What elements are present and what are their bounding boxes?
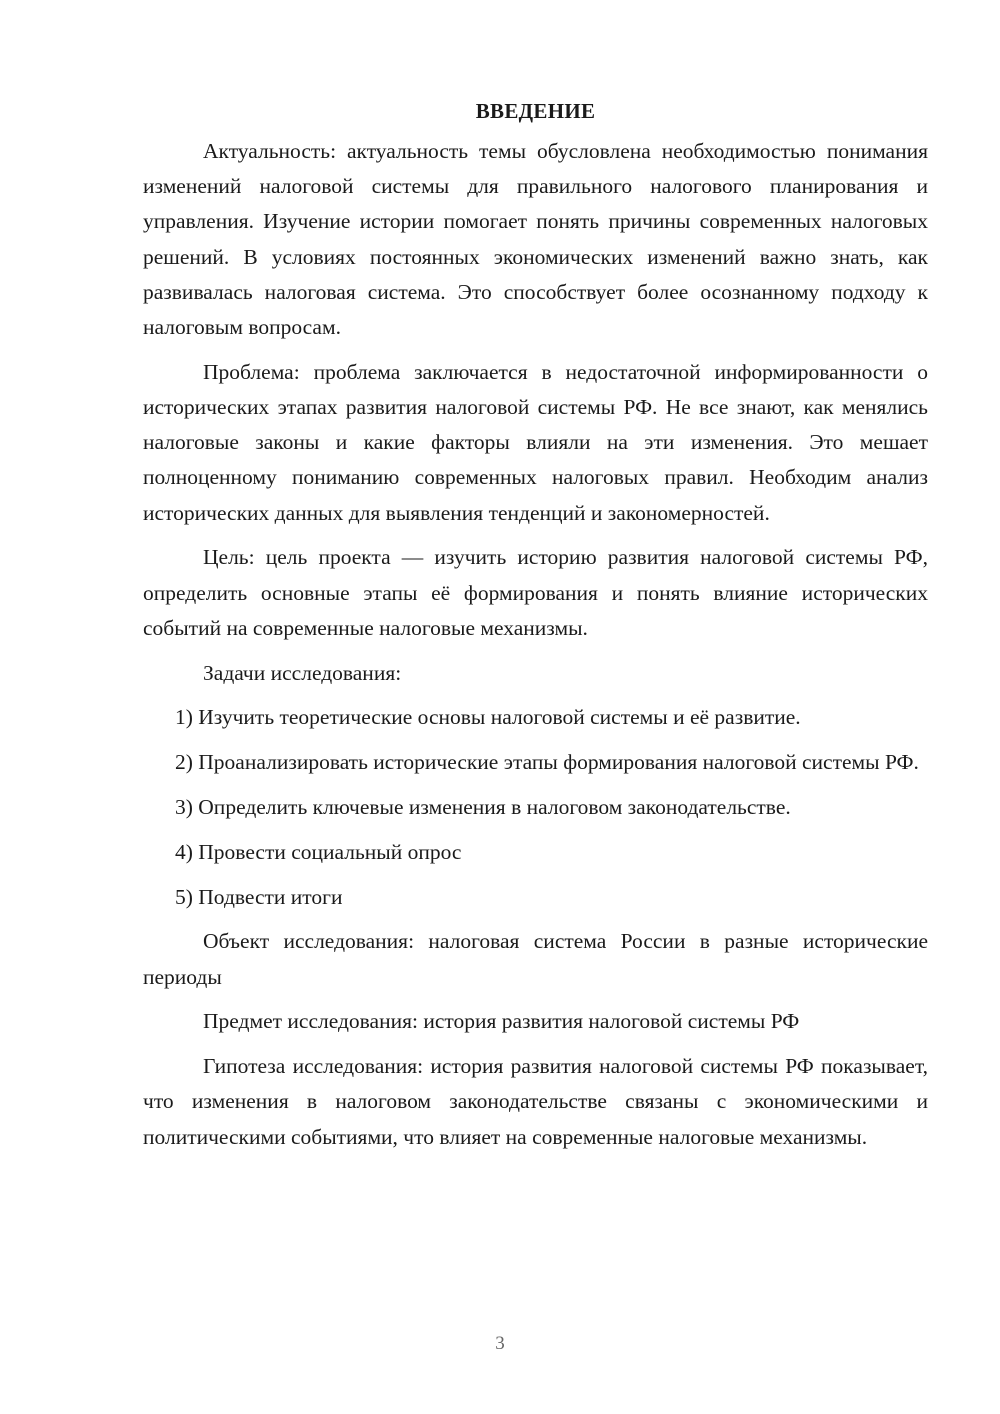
paragraph-tasks-heading: Задачи исследования: — [203, 660, 402, 685]
task-item-4: 4) Провести социальный опрос — [175, 839, 462, 864]
paragraph-goal: Цель: цель проекта — изучить историю развития налоговой системы РФ, определить основные этапы её формирования и понять влияние исторических событий на современные налоговые механизмы. — [143, 545, 928, 640]
paragraph-subject: Предмет исследования: история развития налоговой системы РФ — [203, 1009, 800, 1034]
paragraph-problem: Проблема: проблема заключается в недостаточной информированности о исторических этапах развития налоговой системы РФ. Не все знают, как менялись налоговые законы и какие факторы влияли на эти изменения. Это мешает полноценному пониманию современных налоговых правил. Необходим анализ исторических данных для выявления тенденций и закономерностей. — [143, 359, 928, 525]
task-item-2: 2) Проанализировать исторические этапы формирования налоговой системы РФ. — [175, 750, 919, 775]
document-page — [143, 96, 928, 1164]
page-number: 3 — [495, 1333, 505, 1354]
paragraph-hypothesis: Гипотеза исследования: история развития налоговой системы РФ показывает, что изменения в налоговом законодательстве связаны с экономическими и политическими событиями, что влияет на современные налоговые механизмы. — [143, 1054, 928, 1149]
task-item-1: 1) Изучить теоретические основы налоговой системы и её развитие. — [175, 705, 801, 730]
task-item-5: 5) Подвести итоги — [175, 884, 343, 909]
page-title: ВВЕДЕНИЕ — [475, 99, 596, 123]
paragraph-relevance: Актуальность: актуальность темы обусловлена необходимостью понимания изменений налоговой системы для правильного налогового планирования и управления. Изучение истории помогает понять причины современных налоговых решений. В условиях постоянных экономических изменений важно знать, как развивалась налоговая система. Это способствует более осознанному подходу к налоговым вопросам. — [143, 139, 928, 340]
task-item-3: 3) Определить ключевые изменения в налоговом законодательстве. — [175, 795, 791, 820]
paragraph-object: Объект исследования: налоговая система России в разные исторические периоды — [143, 929, 928, 989]
